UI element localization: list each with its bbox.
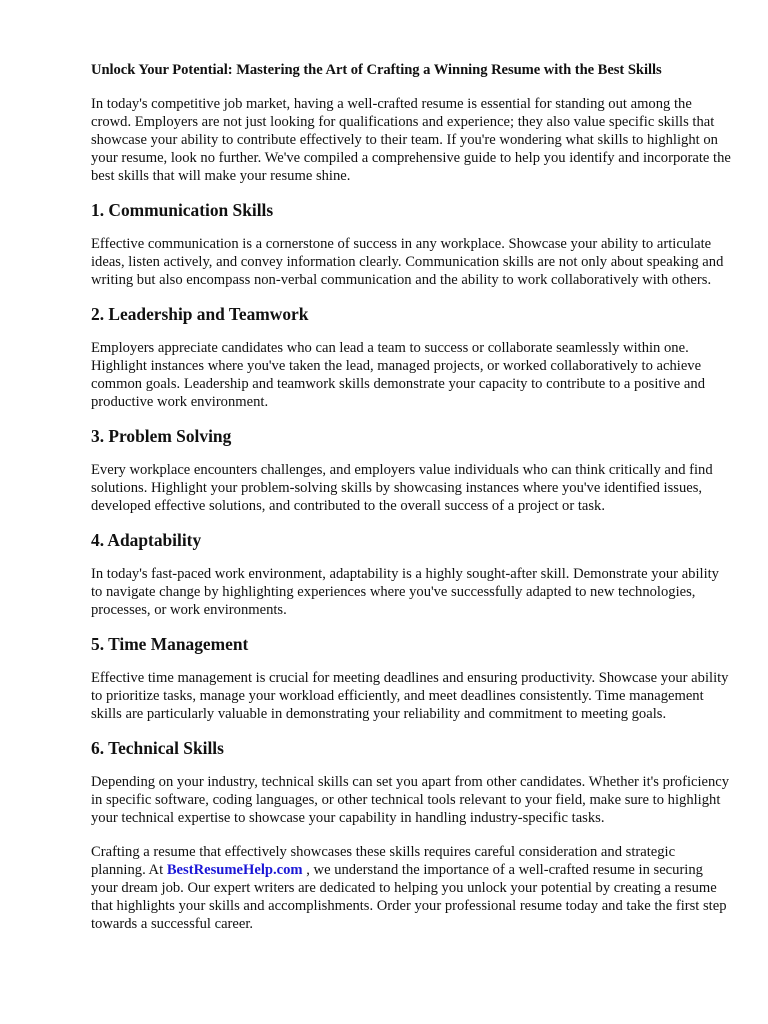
intro-paragraph: In today's competitive job market, having a well-crafted resume is essential for standing out among the crowd. Employers are not just looking for qualifications and experience; they also value specific skills that showcase your ability to contribute effectively to their team. If you're wondering what skills to highlight on your resume, look no further. We've compiled a comprehensive guide to help you identify and incorporate the best skills that will make your resume shine. — [91, 96, 731, 184]
section-body: Effective time management is crucial for meeting deadlines and ensuring productivity. Showcase your ability to prioritize tasks, manage your workload efficiently, and meet deadlines consistently. Time management skills are particularly valuable in demonstrating your reliability and commitment to meeting goals. — [91, 670, 729, 722]
section-technical-skills — [91, 738, 731, 827]
closing-text-after-link: , we understand the importance of a well-crafted resume in securing your dream job. Our expert writers are dedicated to helping you unlock your potential by creating a resume that highlights your skills and accomplishments. Order your professional resume today and take the first step towards a successful career. — [91, 862, 727, 932]
closing-paragraph — [91, 843, 731, 933]
closing-text-before-link: Crafting a resume that effectively showcases these skills requires careful consideration and strategic planning. At — [91, 844, 676, 878]
document-page — [91, 60, 731, 947]
section-heading: 4. Adaptability — [91, 530, 202, 550]
section-communication — [91, 200, 731, 289]
section-heading: 1. Communication Skills — [91, 200, 274, 220]
document-title: Unlock Your Potential: Mastering the Art of Crafting a Winning Resume with the Best Skills — [91, 62, 662, 78]
section-heading: 5. Time Management — [91, 634, 249, 654]
section-adaptability — [91, 530, 731, 619]
section-time-management — [91, 634, 731, 723]
bestresumehelp-link[interactable]: BestResumeHelp.com — [166, 862, 303, 878]
section-body: Employers appreciate candidates who can lead a team to success or collaborate seamlessly within one. Highlight instances where you've taken the lead, managed projects, or worked collaboratively to achieve common goals. Leadership and teamwork skills demonstrate your capacity to contribute to a positive and productive work environment. — [91, 340, 705, 410]
section-heading: 2. Leadership and Teamwork — [91, 304, 309, 324]
section-heading: 3. Problem Solving — [91, 426, 232, 446]
section-heading: 6. Technical Skills — [91, 738, 224, 758]
section-body: Effective communication is a cornerstone of success in any workplace. Showcase your ability to articulate ideas, listen actively, and convey information clearly. Communication skills are not only about speaking and writing but also encompass non-verbal communication and the ability to work collaboratively with others. — [91, 236, 724, 288]
section-problem-solving — [91, 426, 731, 515]
section-body: In today's fast-paced work environment, adaptability is a highly sought-after skill. Demonstrate your ability to navigate change by highlighting experiences where you've successfully adapted to new technologies, processes, or work environments. — [91, 566, 719, 618]
section-body: Depending on your industry, technical skills can set you apart from other candidates. Whether it's proficiency in specific software, coding languages, or other technical tools relevant to your field, make sure to highlight your technical expertise to showcase your capability in handling industry-specific tasks. — [91, 774, 730, 826]
section-leadership — [91, 304, 731, 411]
section-body: Every workplace encounters challenges, and employers value individuals who can think critically and find solutions. Highlight your problem-solving skills by showcasing instances where you've identified issues, developed effective solutions, and contributed to the overall success of a project or task. — [91, 462, 713, 514]
